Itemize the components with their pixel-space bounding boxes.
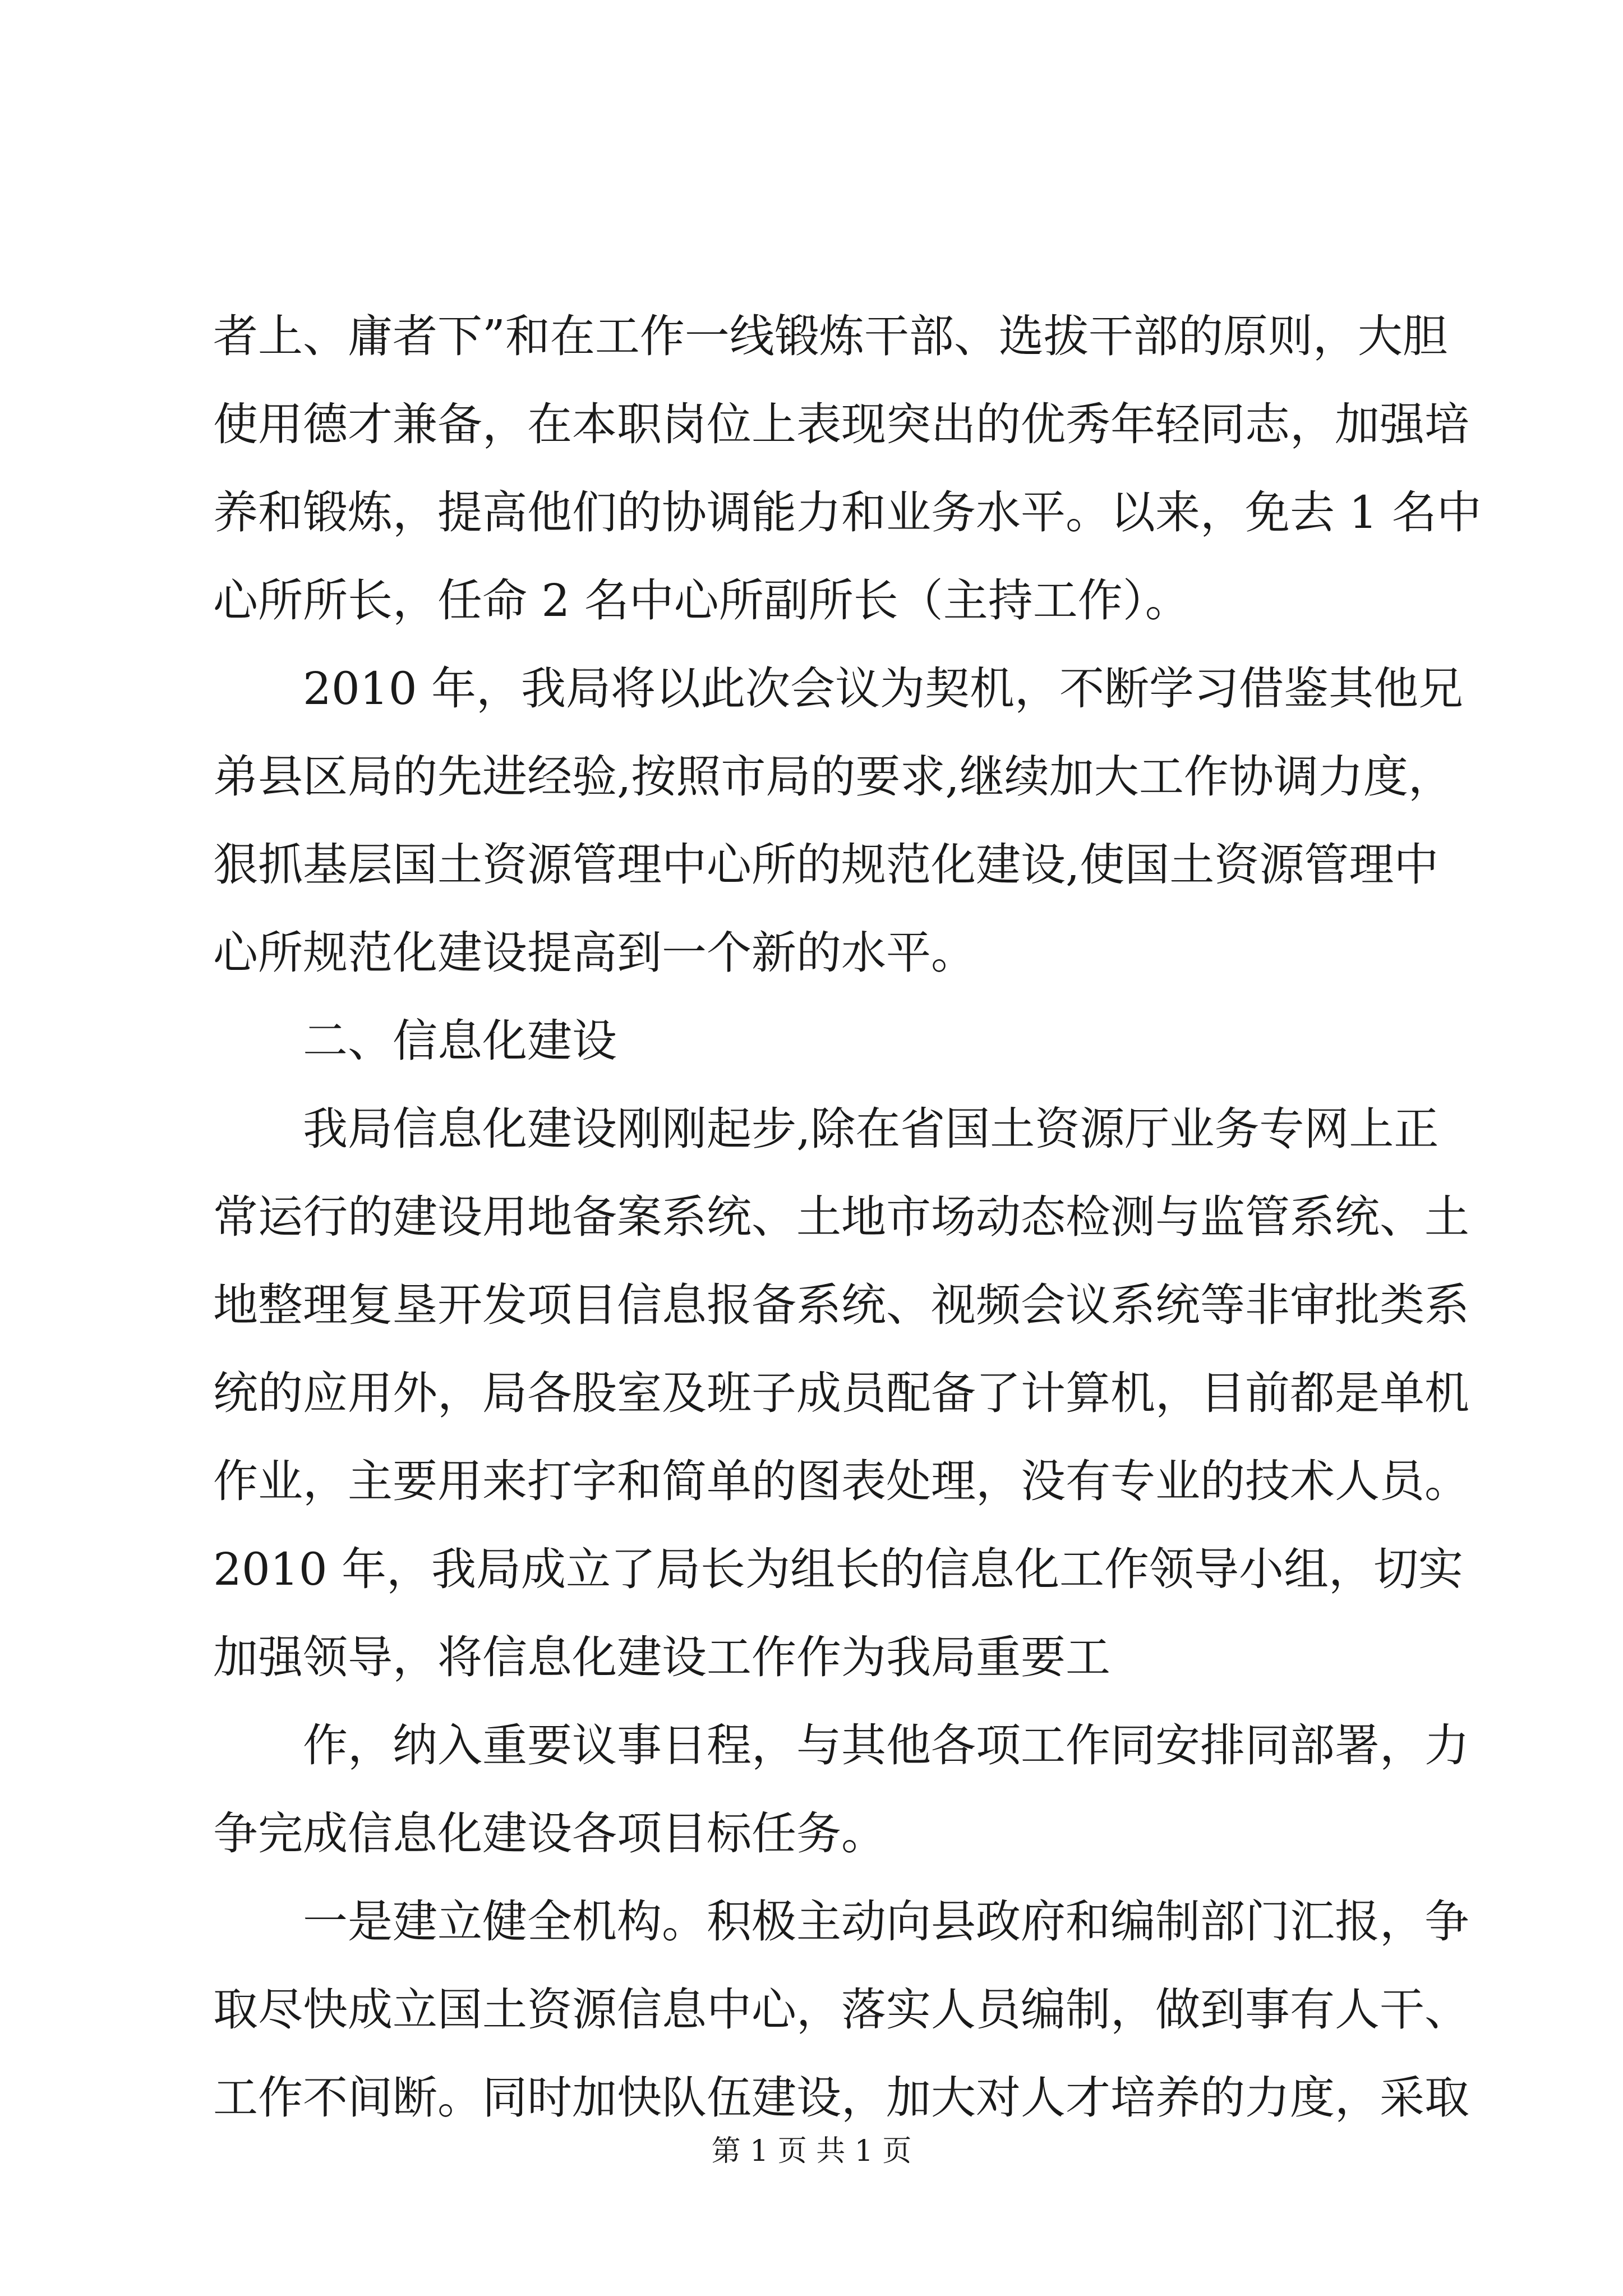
paragraph-first-line: 作，纳入重要议事日程，与其他各项工作同安排同部署，力 [303,1719,1469,1772]
text-line: 养和锻炼，提高他们的协调能力和业务水平。以来，免去 1 名中 [213,486,1482,539]
page-footer: 第 1 页 共 1 页 [711,2134,912,2168]
paragraph-first-line: 我局信息化建设刚刚起步,除在省国土资源厅业务专网上正 [303,1103,1439,1155]
text-line: 加强领导，将信息化建设工作作为我局重要工 [213,1631,1110,1683]
section-heading: 二、信息化建设 [303,1015,617,1067]
text-line: 使用德才兼备，在本职岗位上表现突出的优秀年轻同志，加强培 [213,398,1469,450]
text-line: 狠抓基层国土资源管理中心所的规范化建设,使国土资源管理中 [213,839,1439,891]
text-line: 工作不间断。同时加快队伍建设，加大对人才培养的力度，采取 [213,2072,1469,2124]
paragraph-first-line: 一是建立健全机构。积极主动向县政府和编制部门汇报，争 [303,1895,1469,1948]
text-line: 统的应用外，局各股室及班子成员配备了计算机，目前都是单机 [213,1367,1469,1419]
text-line: 2010 年，我局成立了局长为组长的信息化工作领导小组，切实 [213,1543,1464,1595]
text-line: 争完成信息化建设各项目标任务。 [213,1807,886,1860]
paragraph-first-line: 2010 年，我局将以此次会议为契机，不断学习借鉴其他兄 [303,662,1464,715]
text-line: 心所所长，任命 2 名中心所副所长（主持工作）。 [213,574,1190,627]
text-line: 作业，主要用来打字和简单的图表处理，没有专业的技术人员。 [213,1455,1469,1507]
text-line: 者上、庸者下”和在工作一线锻炼干部、选拔干部的原则，大胆 [213,310,1447,362]
text-line: 取尽快成立国土资源信息中心，落实人员编制，做到事有人干、 [213,1984,1469,2036]
text-line: 心所规范化建设提高到一个新的水平。 [213,927,976,979]
text-line: 弟县区局的先进经验,按照市局的要求,继续加大工作协调力度， [213,751,1453,803]
text-line: 常运行的建设用地备案系统、土地市场动态检测与监管系统、土 [213,1191,1469,1243]
text-line: 地整理复垦开发项目信息报备系统、视频会议系统等非审批类系 [213,1279,1469,1331]
